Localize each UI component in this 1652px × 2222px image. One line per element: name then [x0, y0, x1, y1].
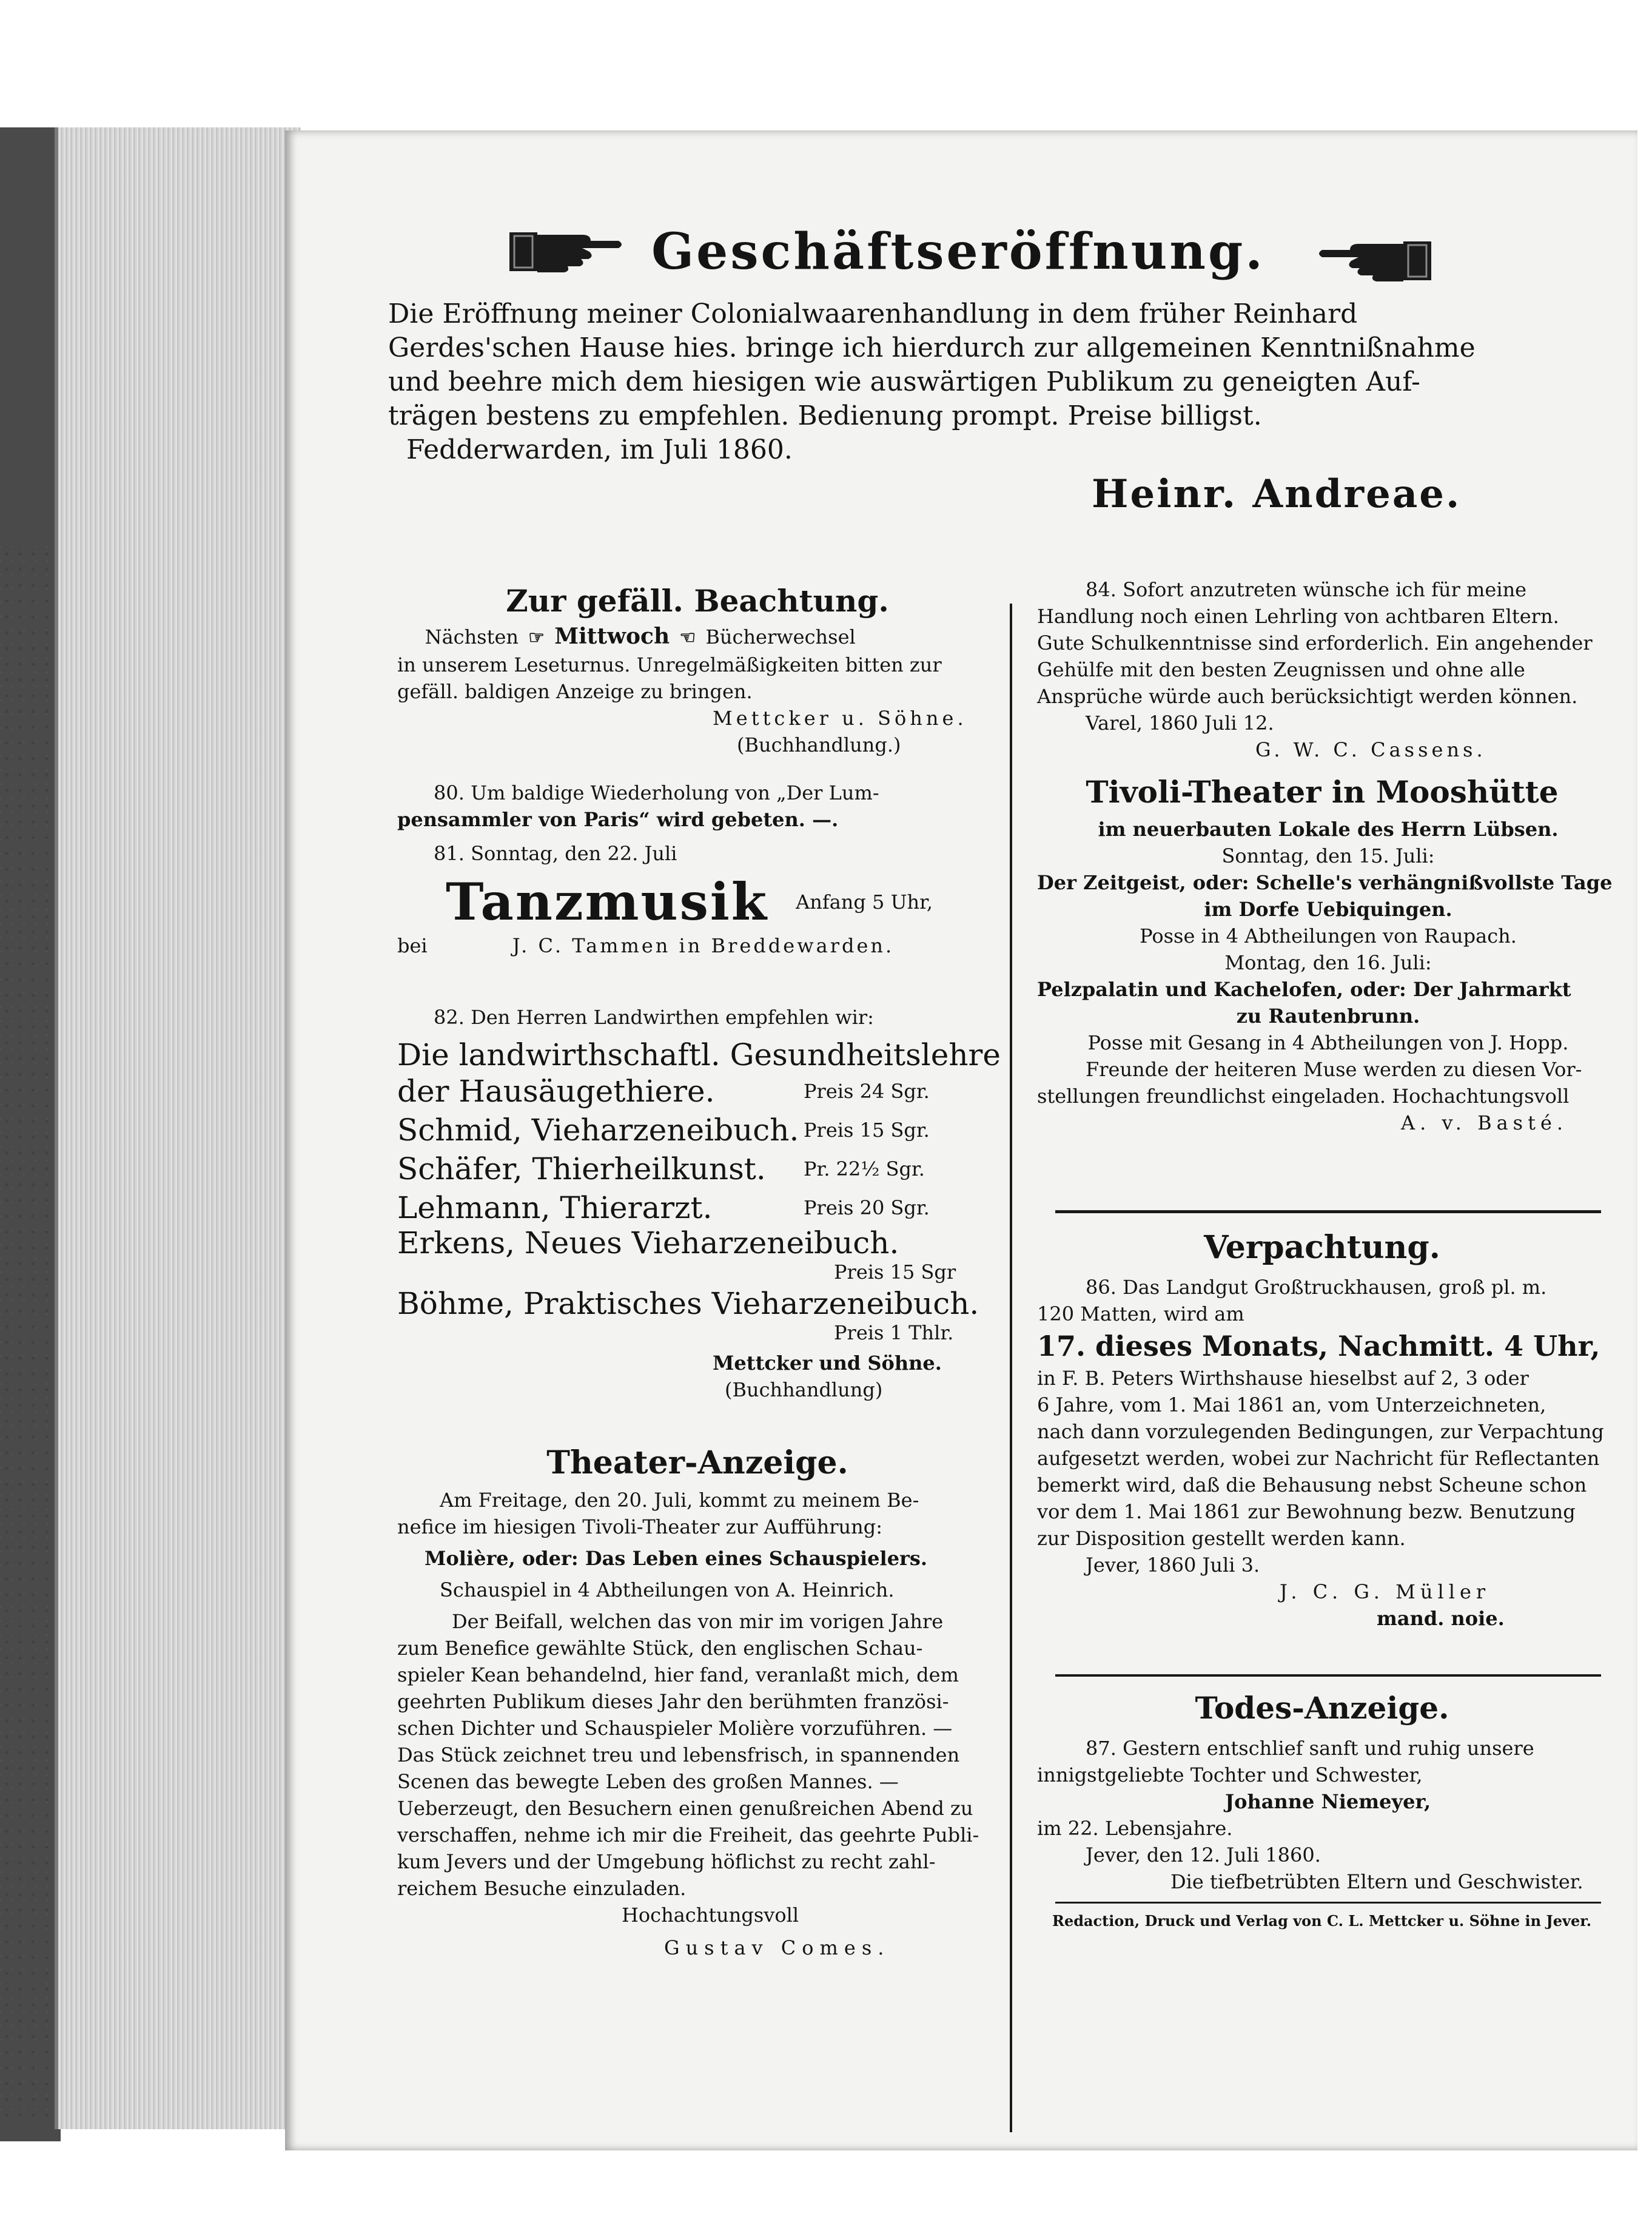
- notice-82: [397, 1004, 1004, 1403]
- beachtung-exchange: Bücherwechsel: [705, 625, 856, 648]
- notice-84-line: Gehülfe mit den besten Zeugnissen und ohne alle: [1037, 658, 1525, 681]
- book-price: Preis 24 Sgr.: [804, 1080, 930, 1103]
- book-title: der Hausäugethiere.: [397, 1074, 715, 1109]
- book-price: Preis 1 Thlr.: [834, 1321, 954, 1344]
- beachtung-signature2: (Buchhandlung.): [737, 733, 901, 756]
- theater-body: [397, 1487, 1004, 1961]
- todes-place-date: Jever, den 12. Juli 1860.: [1086, 1843, 1321, 1867]
- tivoli-signature: A. v. Basté.: [1401, 1111, 1568, 1134]
- theater-body-line: spieler Kean behandelnd, hier fand, veranlaßt mich, dem: [397, 1663, 959, 1686]
- tivoli-play2: Pelzpalatin und Kachelofen, oder: Der Jahrmarkt: [1037, 978, 1571, 1001]
- verpachtung-body-line: bemerkt wird, daß die Behausung nebst Scheune schon: [1037, 1473, 1587, 1496]
- notice-84-signature: G. W. C. Cassens.: [1255, 738, 1486, 761]
- book-row: [397, 1225, 1004, 1259]
- beachtung-line3: gefäll. baldigen Anzeige zu bringen.: [397, 680, 753, 703]
- beachtung-line2: in unserem Leseturnus. Unregelmäßigkeiten bitten zur: [397, 653, 942, 676]
- tivoli-play1: Der Zeitgeist, oder: Schelle's verhängnißvollste Tage: [1037, 871, 1613, 894]
- book-row: [397, 1319, 1004, 1350]
- tivoli-date2: Montag, den 16. Juli:: [1224, 951, 1432, 974]
- book-row: [397, 1285, 1004, 1319]
- verpachtung-body-line: vor dem 1. Mai 1861 zur Bewohnung bezw. Benutzung: [1037, 1500, 1576, 1523]
- verpachtung-body-line: aufgesetzt werden, wobei zur Nachricht für Reflectanten: [1037, 1447, 1600, 1470]
- opening-body: [388, 297, 1595, 467]
- todes-title: Todes-Anzeige.: [1195, 1690, 1449, 1726]
- theater-body-line: verschaffen, nehme ich mir die Freiheit, das geehrte Publi-: [397, 1823, 979, 1847]
- tivoli-play2b: zu Rautenbrunn.: [1236, 1005, 1420, 1028]
- todes-line: innigstgeliebte Tochter und Schwester,: [1037, 1763, 1423, 1786]
- book-row: [397, 1259, 1004, 1285]
- tivoli-play1b: im Dorfe Uebiquingen.: [1204, 898, 1452, 921]
- imprint: Redaction, Druck und Verlag von C. L. Mettcker u. Söhne in Jever.: [1052, 1912, 1592, 1930]
- verpachtung-body-line: nach dann vorzulegenden Bedingungen, zur Verpachtung: [1037, 1420, 1604, 1443]
- theater-body-line: schen Dichter und Schauspieler Molière vorzuführen. —: [397, 1717, 953, 1740]
- theater-greeting: Hochachtungsvoll: [622, 1904, 799, 1927]
- notice-84-place-date: Varel, 1860 Juli 12.: [1086, 712, 1274, 735]
- newspaper-page: [285, 130, 1637, 2150]
- theater-title: Theater-Anzeige.: [546, 1444, 848, 1481]
- todes-name: Johanne Niemeyer,: [1225, 1790, 1431, 1813]
- book-title: Böhme, Praktisches Vieharzeneibuch.: [397, 1286, 979, 1321]
- tanzmusik-host-row: [397, 932, 1004, 959]
- notice-81: [397, 840, 1004, 959]
- verpachtung-body-line: 6 Jahre, vom 1. Mai 1861 an, vom Unterzeichneten,: [1037, 1393, 1546, 1416]
- tivoli-date1: Sonntag, den 15. Juli:: [1221, 844, 1435, 867]
- todes-body: [1037, 1735, 1619, 1895]
- verpachtung-date: 17. dieses Monats, Nachmitt. 4 Uhr,: [1037, 1330, 1600, 1362]
- notice-80: [397, 779, 1004, 833]
- tanzmusik-row: [397, 872, 1004, 932]
- verpachtung-title: Verpachtung.: [1204, 1229, 1440, 1266]
- todes-line: 87. Gestern entschlief sanft und ruhig unsere: [1086, 1737, 1534, 1760]
- beachtung-day: Mittwoch: [554, 624, 670, 649]
- notice-84-line: Gute Schulkenntnisse sind erforderlich. Ein angehender: [1037, 631, 1593, 655]
- tivoli-body: [1037, 816, 1619, 1136]
- book-title: Die landwirthschaftl. Gesundheitslehre: [397, 1037, 1001, 1072]
- opening-line: Die Eröffnung meiner Colonialwaarenhandlung in dem früher Reinhard: [388, 298, 1358, 329]
- verpachtung-line: 120 Matten, wird am: [1037, 1302, 1244, 1325]
- book-price: Pr. 22½ Sgr.: [804, 1157, 925, 1180]
- theater-body-line: Scenen das bewegte Leben des großen Mannes. —: [397, 1770, 899, 1793]
- book-row: [397, 1109, 1004, 1151]
- pointing-hand-icon: ☞: [528, 627, 545, 648]
- theater-body-line: Das Stück zeichnet treu und lebensfrisch, in spannenden: [397, 1743, 960, 1766]
- opening-title: Geschäftseröffnung.: [651, 223, 1265, 281]
- tivoli-title: Tivoli-Theater in Mooshütte: [1086, 774, 1559, 810]
- verpachtung-signature: J. C. G. Müller: [1280, 1580, 1491, 1603]
- tivoli-info2: Posse mit Gesang in 4 Abtheilungen von J. Hopp.: [1087, 1031, 1569, 1054]
- verpachtung-body: [1037, 1274, 1619, 1632]
- beachtung-body: [397, 623, 1004, 758]
- notice-84-line: Handlung noch einen Lehrling von achtbaren Eltern.: [1037, 605, 1559, 628]
- book-price: Preis 15 Sgr.: [804, 1119, 930, 1142]
- notice-82-intro: 82. Den Herren Landwirthen empfehlen wir:: [434, 1006, 874, 1029]
- theater-signature: Gustav Comes.: [664, 1936, 890, 1959]
- tanzmusik-by: bei: [397, 934, 428, 957]
- pointing-hand-icon: ☜: [679, 627, 696, 648]
- opening-signature: Heinr. Andreae.: [1092, 471, 1462, 517]
- opening-line: und beehre mich dem hiesigen wie auswärtigen Publikum zu geneigten Auf-: [388, 366, 1420, 397]
- opening-line: Gerdes'schen Hause hies. bringe ich hierdurch zur allgemeinen Kenntnißnahme: [388, 332, 1476, 363]
- section-rule: [1055, 1674, 1601, 1677]
- book-title: Schäfer, Thierheilkunst.: [397, 1151, 766, 1187]
- theater-line: Am Freitage, den 20. Juli, kommt zu meinem Be-: [440, 1489, 919, 1512]
- theater-body-line: Der Beifall, welchen das von mir im vorigen Jahre: [452, 1610, 944, 1633]
- theater-body-line: kum Jevers und der Umgebung höflichst zu recht zahl-: [397, 1850, 936, 1873]
- theater-body-line: reichem Besuche einzuladen.: [397, 1877, 687, 1900]
- tivoli-info1: Posse in 4 Abtheilungen von Raupach.: [1140, 924, 1517, 948]
- verpachtung-line: 86. Das Landgut Großtruckhausen, groß pl. m.: [1086, 1276, 1547, 1299]
- theater-body-line: zum Benefice gewählte Stück, den englischen Schau-: [397, 1637, 923, 1660]
- opening-place-date: Fedderwarden, im Juli 1860.: [406, 434, 793, 465]
- theater-body-line: geehrten Publikum dieses Jahr den berühmten französi-: [397, 1690, 949, 1713]
- beachtung-line1: [397, 623, 1004, 651]
- verpachtung-body-line: zur Disposition gestellt werden kann.: [1037, 1527, 1406, 1550]
- book-row: [397, 1073, 1004, 1109]
- notice-80-line2: pensammler von Paris“ wird gebeten. —.: [397, 808, 839, 831]
- theater-line: Schauspiel in 4 Abtheilungen von A. Heinrich.: [440, 1578, 895, 1601]
- todes-line: im 22. Lebensjahre.: [1037, 1817, 1233, 1840]
- tanzmusik-host: J. C. Tammen in Breddewarden.: [512, 934, 895, 957]
- opening-line: trägen bestens zu empfehlen. Bedienung prompt. Preise billigst.: [388, 400, 1262, 431]
- imprint-rule: [1055, 1902, 1601, 1904]
- tivoli-invite2: stellungen freundlichst eingeladen. Hochachtungsvoll: [1037, 1085, 1570, 1108]
- verpachtung-body-line: in F. B. Peters Wirthshause hieselbst auf 2, 3 oder: [1037, 1367, 1529, 1390]
- column-divider: [1010, 604, 1012, 2132]
- tanzmusik-start: Anfang 5 Uhr,: [796, 890, 933, 914]
- verpachtung-place-date: Jever, 1860 Juli 3.: [1086, 1554, 1260, 1577]
- book-row: [397, 1151, 1004, 1190]
- book-price: Preis 15 Sgr: [834, 1261, 956, 1284]
- verpachtung-signature2: mand. noie.: [1377, 1607, 1505, 1630]
- book-title: Erkens, Neues Vieharzeneibuch.: [397, 1225, 899, 1261]
- beachtung-signature: Mettcker u. Söhne.: [713, 707, 967, 730]
- pointing-hand-right-icon: [509, 221, 625, 281]
- book-price: Preis 20 Sgr.: [804, 1196, 930, 1219]
- notice-81-line1: 81. Sonntag, den 22. Juli: [434, 842, 677, 865]
- theater-play: Molière, oder: Das Leben eines Schauspielers.: [425, 1547, 928, 1570]
- notice-82-signature: Mettcker und Söhne.: [713, 1352, 942, 1375]
- book-page-edges: [55, 127, 301, 2129]
- beachtung-title: Zur gefäll. Beachtung.: [506, 583, 889, 619]
- theater-line: nefice im hiesigen Tivoli-Theater zur Aufführung:: [397, 1515, 882, 1538]
- notice-84-line: 84. Sofort anzutreten wünsche ich für meine: [1086, 578, 1527, 601]
- book-title: Lehmann, Thierarzt.: [397, 1190, 713, 1225]
- tivoli-invite1: Freunde der heiteren Muse werden zu diesen Vor-: [1086, 1058, 1582, 1081]
- book-row: [397, 1190, 1004, 1225]
- notice-84: [1037, 576, 1619, 763]
- section-rule: [1055, 1210, 1601, 1213]
- book-row: [397, 1037, 1004, 1073]
- todes-signature: Die tiefbetrübten Eltern und Geschwister.: [1170, 1870, 1583, 1893]
- theater-body-line: Ueberzeugt, den Besuchern einen genußreichen Abend zu: [397, 1797, 973, 1820]
- beachtung-next: Nächsten: [425, 625, 519, 648]
- notice-80-line1: 80. Um baldige Wiederholung von „Der Lum-: [434, 781, 879, 804]
- notice-84-line: Ansprüche würde auch berücksichtigt werden können.: [1037, 685, 1578, 708]
- tivoli-sub: im neuerbauten Lokale des Herrn Lübsen.: [1098, 818, 1559, 841]
- pointing-hand-left-icon: [1316, 231, 1431, 291]
- book-title: Schmid, Vieharzeneibuch.: [397, 1113, 799, 1148]
- notice-82-signature2: (Buchhandlung): [725, 1378, 883, 1401]
- tanzmusik-title: Tanzmusik: [446, 872, 769, 932]
